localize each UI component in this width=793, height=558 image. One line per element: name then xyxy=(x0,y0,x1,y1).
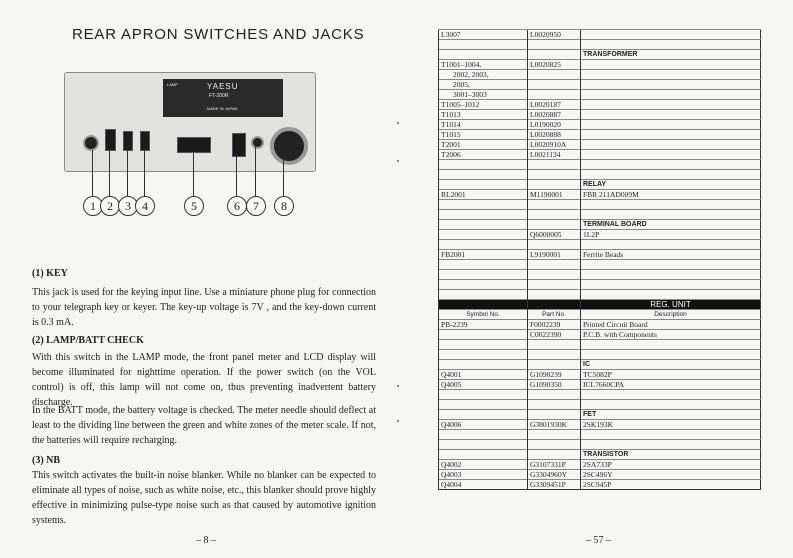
right-page xyxy=(408,0,793,558)
leader-1 xyxy=(92,150,93,196)
jack-6 xyxy=(232,133,246,157)
table-cell: TC5082P xyxy=(581,370,761,380)
front-panel xyxy=(163,79,283,117)
table-cell xyxy=(528,210,581,220)
table-cell: Q6000005 xyxy=(528,230,581,240)
table-cell xyxy=(528,280,581,290)
table-row xyxy=(439,160,761,170)
table-cell xyxy=(528,160,581,170)
table-row xyxy=(439,150,761,160)
lamp-label: LAMP xyxy=(167,82,178,87)
table-row xyxy=(439,450,761,460)
table-cell xyxy=(439,330,528,340)
table-row xyxy=(439,180,761,190)
table-row xyxy=(439,240,761,250)
table-row xyxy=(439,170,761,180)
table-row xyxy=(439,280,761,290)
table-cell xyxy=(439,260,528,270)
table-cell: RELAY xyxy=(581,180,761,190)
table-row xyxy=(439,410,761,420)
key-jack xyxy=(83,135,99,151)
table-cell xyxy=(528,180,581,190)
scan-dot xyxy=(397,160,399,162)
table-cell: T1015 xyxy=(439,130,528,140)
table-cell: 1L2P xyxy=(581,230,761,240)
table-cell xyxy=(439,170,528,180)
callout-2: 2 xyxy=(100,196,120,216)
table-cell xyxy=(439,50,528,60)
table-cell xyxy=(581,30,761,40)
table-cell xyxy=(528,440,581,450)
lamp-switch xyxy=(105,129,116,151)
table-cell xyxy=(581,150,761,160)
table-row xyxy=(439,480,761,490)
table-cell xyxy=(581,100,761,110)
table-cell xyxy=(528,390,581,400)
callout-6: 6 xyxy=(227,196,247,216)
callout-7: 7 xyxy=(246,196,266,216)
leader-2 xyxy=(109,150,110,196)
table-row xyxy=(439,430,761,440)
scan-dot xyxy=(397,385,399,387)
table-cell xyxy=(581,430,761,440)
table-cell xyxy=(528,450,581,460)
table-cell xyxy=(528,400,581,410)
table-row xyxy=(439,60,761,70)
table-cell xyxy=(528,430,581,440)
table-row xyxy=(439,220,761,230)
table-row xyxy=(439,400,761,410)
table-cell: G1090239 xyxy=(528,370,581,380)
connector-5 xyxy=(177,137,211,153)
table-cell xyxy=(581,290,761,300)
table-cell: FBR 211AD009M xyxy=(581,190,761,200)
table-cell: L0020887 xyxy=(528,110,581,120)
table-row xyxy=(439,470,761,480)
table-cell xyxy=(528,80,581,90)
table-cell xyxy=(439,290,528,300)
table-row xyxy=(439,320,761,330)
table-row xyxy=(439,50,761,60)
table-row xyxy=(439,190,761,200)
table-cell: Description xyxy=(581,310,761,320)
section-body-nb: This switch activates the built-in noise blanker. While no blanker can be expected to eliminate all types of noise, such as white noise, etc., this blanker should prove highly effective in minimizing pulse-type noise such as that caused by automotive ignition systems. xyxy=(32,470,376,526)
table-row xyxy=(439,210,761,220)
table-cell xyxy=(581,40,761,50)
table-cell: TERMINAL BOARD xyxy=(581,220,761,230)
brand-label: YAESU xyxy=(207,82,239,91)
page-heading: REAR APRON SWITCHES AND JACKS xyxy=(72,26,365,43)
table-cell xyxy=(528,300,581,310)
table-cell: T1014 xyxy=(439,120,528,130)
section-title-key: (1) KEY xyxy=(32,268,68,279)
table-row xyxy=(439,260,761,270)
scan-dot xyxy=(397,122,399,124)
table-row xyxy=(439,310,761,320)
table-cell xyxy=(439,230,528,240)
table-cell xyxy=(439,300,528,310)
section-body-key: This jack is used for the keying input line. Use a miniature phone plug for connection to your telegraph key or keyer. The key-up voltage is 7V , and the key-down current is 0.3 mA. xyxy=(32,287,376,328)
made-label: MADE IN JAPAN xyxy=(207,106,238,111)
table-cell xyxy=(439,440,528,450)
model-label: FT-200R xyxy=(209,93,229,99)
table-row xyxy=(439,380,761,390)
table-row xyxy=(439,420,761,430)
table-cell: L9190001 xyxy=(528,250,581,260)
leader-3 xyxy=(127,150,128,196)
table-cell: REG. UNIT xyxy=(581,300,761,310)
table-cell xyxy=(439,220,528,230)
table-cell: Q4005 xyxy=(439,380,528,390)
table-row xyxy=(439,200,761,210)
table-row xyxy=(439,370,761,380)
table-cell xyxy=(439,270,528,280)
table-cell xyxy=(439,400,528,410)
table-cell: PB-2239 xyxy=(439,320,528,330)
table-cell: Q4002 xyxy=(439,460,528,470)
antenna-connector xyxy=(270,127,308,165)
table-cell xyxy=(528,360,581,370)
table-cell: L0020888 xyxy=(528,130,581,140)
table-cell: 2SA733P xyxy=(581,460,761,470)
table-cell xyxy=(581,240,761,250)
table-cell: T1005–1012 xyxy=(439,100,528,110)
table-cell xyxy=(581,60,761,70)
table-cell: 2002, 2003, xyxy=(439,70,528,80)
table-cell: 2SC945P xyxy=(581,480,761,490)
table-row xyxy=(439,130,761,140)
leader-4 xyxy=(144,150,145,196)
table-cell xyxy=(581,90,761,100)
table-row xyxy=(439,110,761,120)
table-cell xyxy=(439,210,528,220)
table-cell xyxy=(581,440,761,450)
table-cell: L0190020 xyxy=(528,120,581,130)
section-title-nb: (3) NB xyxy=(32,455,61,466)
table-cell xyxy=(439,410,528,420)
table-cell: T1001–1004, xyxy=(439,60,528,70)
table-cell: FET xyxy=(581,410,761,420)
table-cell: Printed Circuit Board xyxy=(581,320,761,330)
table-row xyxy=(439,30,761,40)
callout-1: 1 xyxy=(83,196,103,216)
table-cell xyxy=(439,430,528,440)
table-row xyxy=(439,330,761,340)
table-cell: P.C.B. with Components xyxy=(581,330,761,340)
table-cell: 2005, xyxy=(439,80,528,90)
table-cell xyxy=(439,240,528,250)
table-cell: L3007 xyxy=(439,30,528,40)
table-cell: T1013 xyxy=(439,110,528,120)
table-row xyxy=(439,90,761,100)
table-cell xyxy=(581,340,761,350)
table-cell xyxy=(581,70,761,80)
page-number-right: – 57 – xyxy=(586,535,611,546)
leader-5 xyxy=(193,152,194,196)
table-row xyxy=(439,360,761,370)
table-cell: 2SC496Y xyxy=(581,470,761,480)
table-cell: Part No. xyxy=(528,310,581,320)
table-cell xyxy=(528,220,581,230)
table-cell xyxy=(528,50,581,60)
table-cell: L0021134 xyxy=(528,150,581,160)
table-cell xyxy=(439,200,528,210)
table-cell: IC xyxy=(581,360,761,370)
table-cell xyxy=(528,340,581,350)
callout-3: 3 xyxy=(118,196,138,216)
table-row xyxy=(439,390,761,400)
table-cell xyxy=(439,180,528,190)
table-cell xyxy=(528,40,581,50)
table-cell: Symbol No. xyxy=(439,310,528,320)
table-cell: Q4006 xyxy=(439,420,528,430)
table-cell: G3304960Y xyxy=(528,470,581,480)
table-cell xyxy=(528,170,581,180)
table-cell xyxy=(439,40,528,50)
table-cell xyxy=(439,390,528,400)
table-cell: L0020910A xyxy=(528,140,581,150)
nb-switch xyxy=(123,131,133,151)
table-cell xyxy=(528,70,581,80)
table-cell xyxy=(581,390,761,400)
table-cell xyxy=(581,160,761,170)
table-cell: G3801930K xyxy=(528,420,581,430)
table-cell xyxy=(581,270,761,280)
table-row xyxy=(439,270,761,280)
table-row xyxy=(439,440,761,450)
table-cell: FB2001 xyxy=(439,250,528,260)
callout-5: 5 xyxy=(184,196,204,216)
table-cell: TRANSISTOR xyxy=(581,450,761,460)
table-cell xyxy=(581,80,761,90)
callout-8: 8 xyxy=(274,196,294,216)
table-cell xyxy=(581,210,761,220)
table-cell xyxy=(528,240,581,250)
table-cell xyxy=(581,110,761,120)
table-cell xyxy=(528,410,581,420)
table-row xyxy=(439,460,761,470)
table-row xyxy=(439,300,761,310)
leader-7 xyxy=(255,146,256,196)
scan-dot xyxy=(397,420,399,422)
table-row xyxy=(439,350,761,360)
table-cell xyxy=(528,260,581,270)
table-row xyxy=(439,140,761,150)
table-cell: G1090350 xyxy=(528,380,581,390)
table-cell xyxy=(581,130,761,140)
table-cell xyxy=(581,170,761,180)
switch-4 xyxy=(140,131,150,151)
table-cell: Ferrite Beads xyxy=(581,250,761,260)
section-body-lamp-batt: With this switch in the LAMP mode, the front panel meter and LCD display will become illuminated for nighttime operation. If the power switch (on the VOL control) is off, this lamp will not come on, thus preventing inadvertent battery discharge. xyxy=(32,352,376,408)
table-cell xyxy=(439,350,528,360)
table-cell xyxy=(581,120,761,130)
leader-8 xyxy=(283,160,284,196)
table-cell xyxy=(528,200,581,210)
table-cell: G3309451P xyxy=(528,480,581,490)
table-row xyxy=(439,100,761,110)
table-cell: Q4003 xyxy=(439,470,528,480)
table-cell xyxy=(439,280,528,290)
table-cell xyxy=(581,200,761,210)
table-cell: L0020187 xyxy=(528,100,581,110)
table-cell xyxy=(528,350,581,360)
table-cell: F0002239 xyxy=(528,320,581,330)
section-body-lamp-batt-2: In the BATT mode, the battery voltage is checked. The meter needle should deflect at least to the dividing line between the green and white zones of the meter scale. If not, the batteries will require recharging. xyxy=(32,405,376,446)
table-cell xyxy=(581,350,761,360)
table-cell xyxy=(439,340,528,350)
section-title-lamp-batt: (2) LAMP/BATT CHECK xyxy=(32,335,144,346)
rear-apron-photo xyxy=(64,72,316,172)
table-cell: M1190001 xyxy=(528,190,581,200)
table-row xyxy=(439,120,761,130)
table-cell xyxy=(581,260,761,270)
table-cell: 2SK193K xyxy=(581,420,761,430)
table-row xyxy=(439,250,761,260)
page-number-left: – 8 – xyxy=(196,535,216,546)
table-cell xyxy=(439,160,528,170)
leader-6 xyxy=(236,156,237,196)
table-cell xyxy=(528,290,581,300)
table-cell: T2006 xyxy=(439,150,528,160)
table-cell xyxy=(581,280,761,290)
table-row xyxy=(439,40,761,50)
table-row xyxy=(439,80,761,90)
table-cell: C0022390 xyxy=(528,330,581,340)
callout-4: 4 xyxy=(135,196,155,216)
table-cell: ICL7660CPA xyxy=(581,380,761,390)
table-cell: Q4004 xyxy=(439,480,528,490)
table-cell xyxy=(528,270,581,280)
table-cell xyxy=(439,450,528,460)
table-cell: TRANSFORMER xyxy=(581,50,761,60)
table-row xyxy=(439,70,761,80)
jack-7 xyxy=(251,136,264,149)
table-row xyxy=(439,290,761,300)
table-row xyxy=(439,230,761,240)
table-cell: L0020825 xyxy=(528,60,581,70)
table-cell: Q4001 xyxy=(439,370,528,380)
parts-table xyxy=(438,29,761,490)
table-row xyxy=(439,340,761,350)
table-cell xyxy=(439,360,528,370)
table-cell: L0020950 xyxy=(528,30,581,40)
table-cell: RL2001 xyxy=(439,190,528,200)
table-cell xyxy=(581,140,761,150)
table-cell: 3001–3003 xyxy=(439,90,528,100)
table-cell xyxy=(528,90,581,100)
table-cell: T2001 xyxy=(439,140,528,150)
table-cell: G3107331P xyxy=(528,460,581,470)
table-cell xyxy=(581,400,761,410)
